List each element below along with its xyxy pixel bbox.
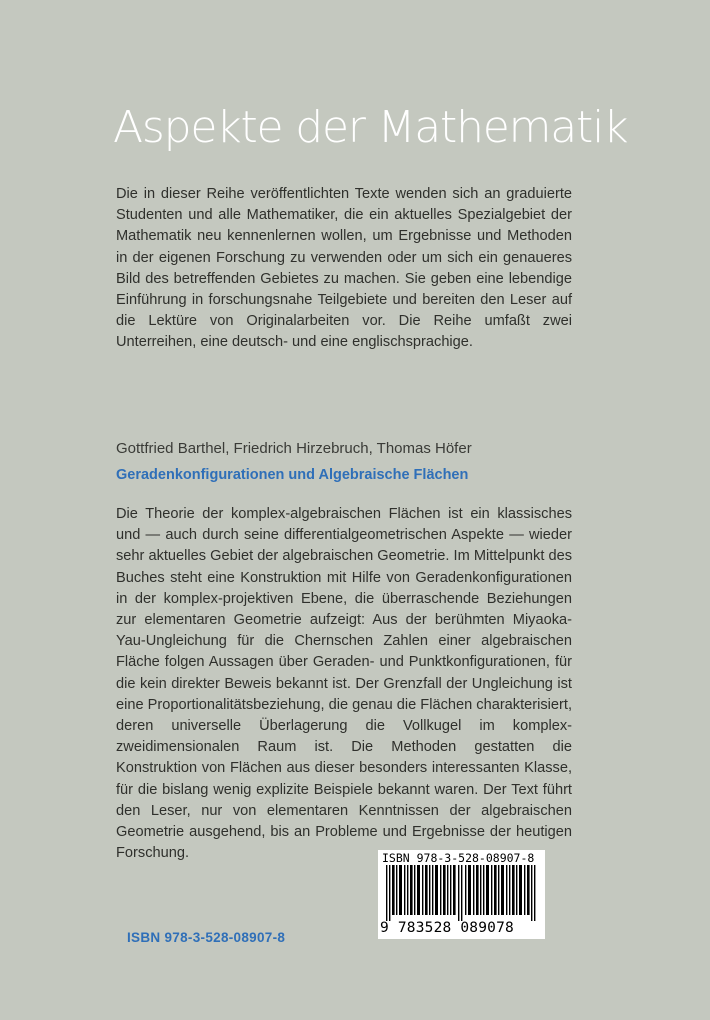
- book-authors: Gottfried Barthel, Friedrich Hirzebruch, Thomas Höfer: [116, 440, 472, 457]
- barcode-isbn-label: ISBN 978-3-528-08907-8: [382, 851, 535, 865]
- barcode: [378, 850, 545, 939]
- book-description: Die Theorie der komplex-algebraischen Flächen ist ein klassisches und — auch durch seine differentialgeometrischen Aspekte — wieder sehr aktuelles Gebiet der algebraischen Geometrie. Im Mittelpunkt des Buches steht eine Konstruktion mit Hilfe von Geradenkonfigurationen in der komplex-projektiven Ebene, die überraschende Beziehungen zur elementaren Geometrie aufzeigt: Aus der berühmten Miyaoka-Yau-Ungleichung für die Chernschen Zahlen einer algebraischen Fläche folgen Aussagen über Geraden- und Punktkonfigurationen, für die kein direkter Beweis bekannt ist. Der Grenzfall der Ungleichung ist eine Proportionalitätsbeziehung, die genau die Flächen charakterisiert, deren universelle Überlagerung die Vollkugel im komplex-zweidimensionalen Raum ist. Die Methoden gestatten die Konstruktion von Flächen aus dieser besonders interessanten Klasse, für die bislang wenig explizite Beispiele bekannt waren. Der Text führt den Leser, nur von elementaren Kenntnissen der algebraischen Geometrie ausgehend, bis an Probleme und Ergebnisse der heutigen Forschung.: [116, 506, 572, 862]
- series-title: Aspekte der Mathematik: [113, 102, 628, 153]
- series-description: Die in dieser Reihe veröffentlichten Texte wenden sich an graduierte Studenten und alle Mathematiker, die ein aktuelles Spezialgebiet der Mathematik neu kennenlernen wollen, um Ergebnisse und Methoden in der eigenen Forschung zu verwenden oder um sich ein genaueres Bild des betreffenden Gebietes zu machen. Sie geben eine lebendige Einführung in forschungsnahe Teilgebiete und bereiten den Leser auf die Lektüre von Originalarbeiten vor. Die Reihe umfaßt zwei Unterreihen, eine deutsch- und eine englischsprachige.: [116, 186, 572, 351]
- isbn-label: ISBN 978-3-528-08907-8: [127, 930, 286, 945]
- book-title: Geradenkonfigurationen und Algebraische Flächen: [116, 467, 469, 483]
- barcode-digits: 9 783528 089078: [380, 920, 514, 936]
- barcode-bars-icon: [384, 865, 539, 921]
